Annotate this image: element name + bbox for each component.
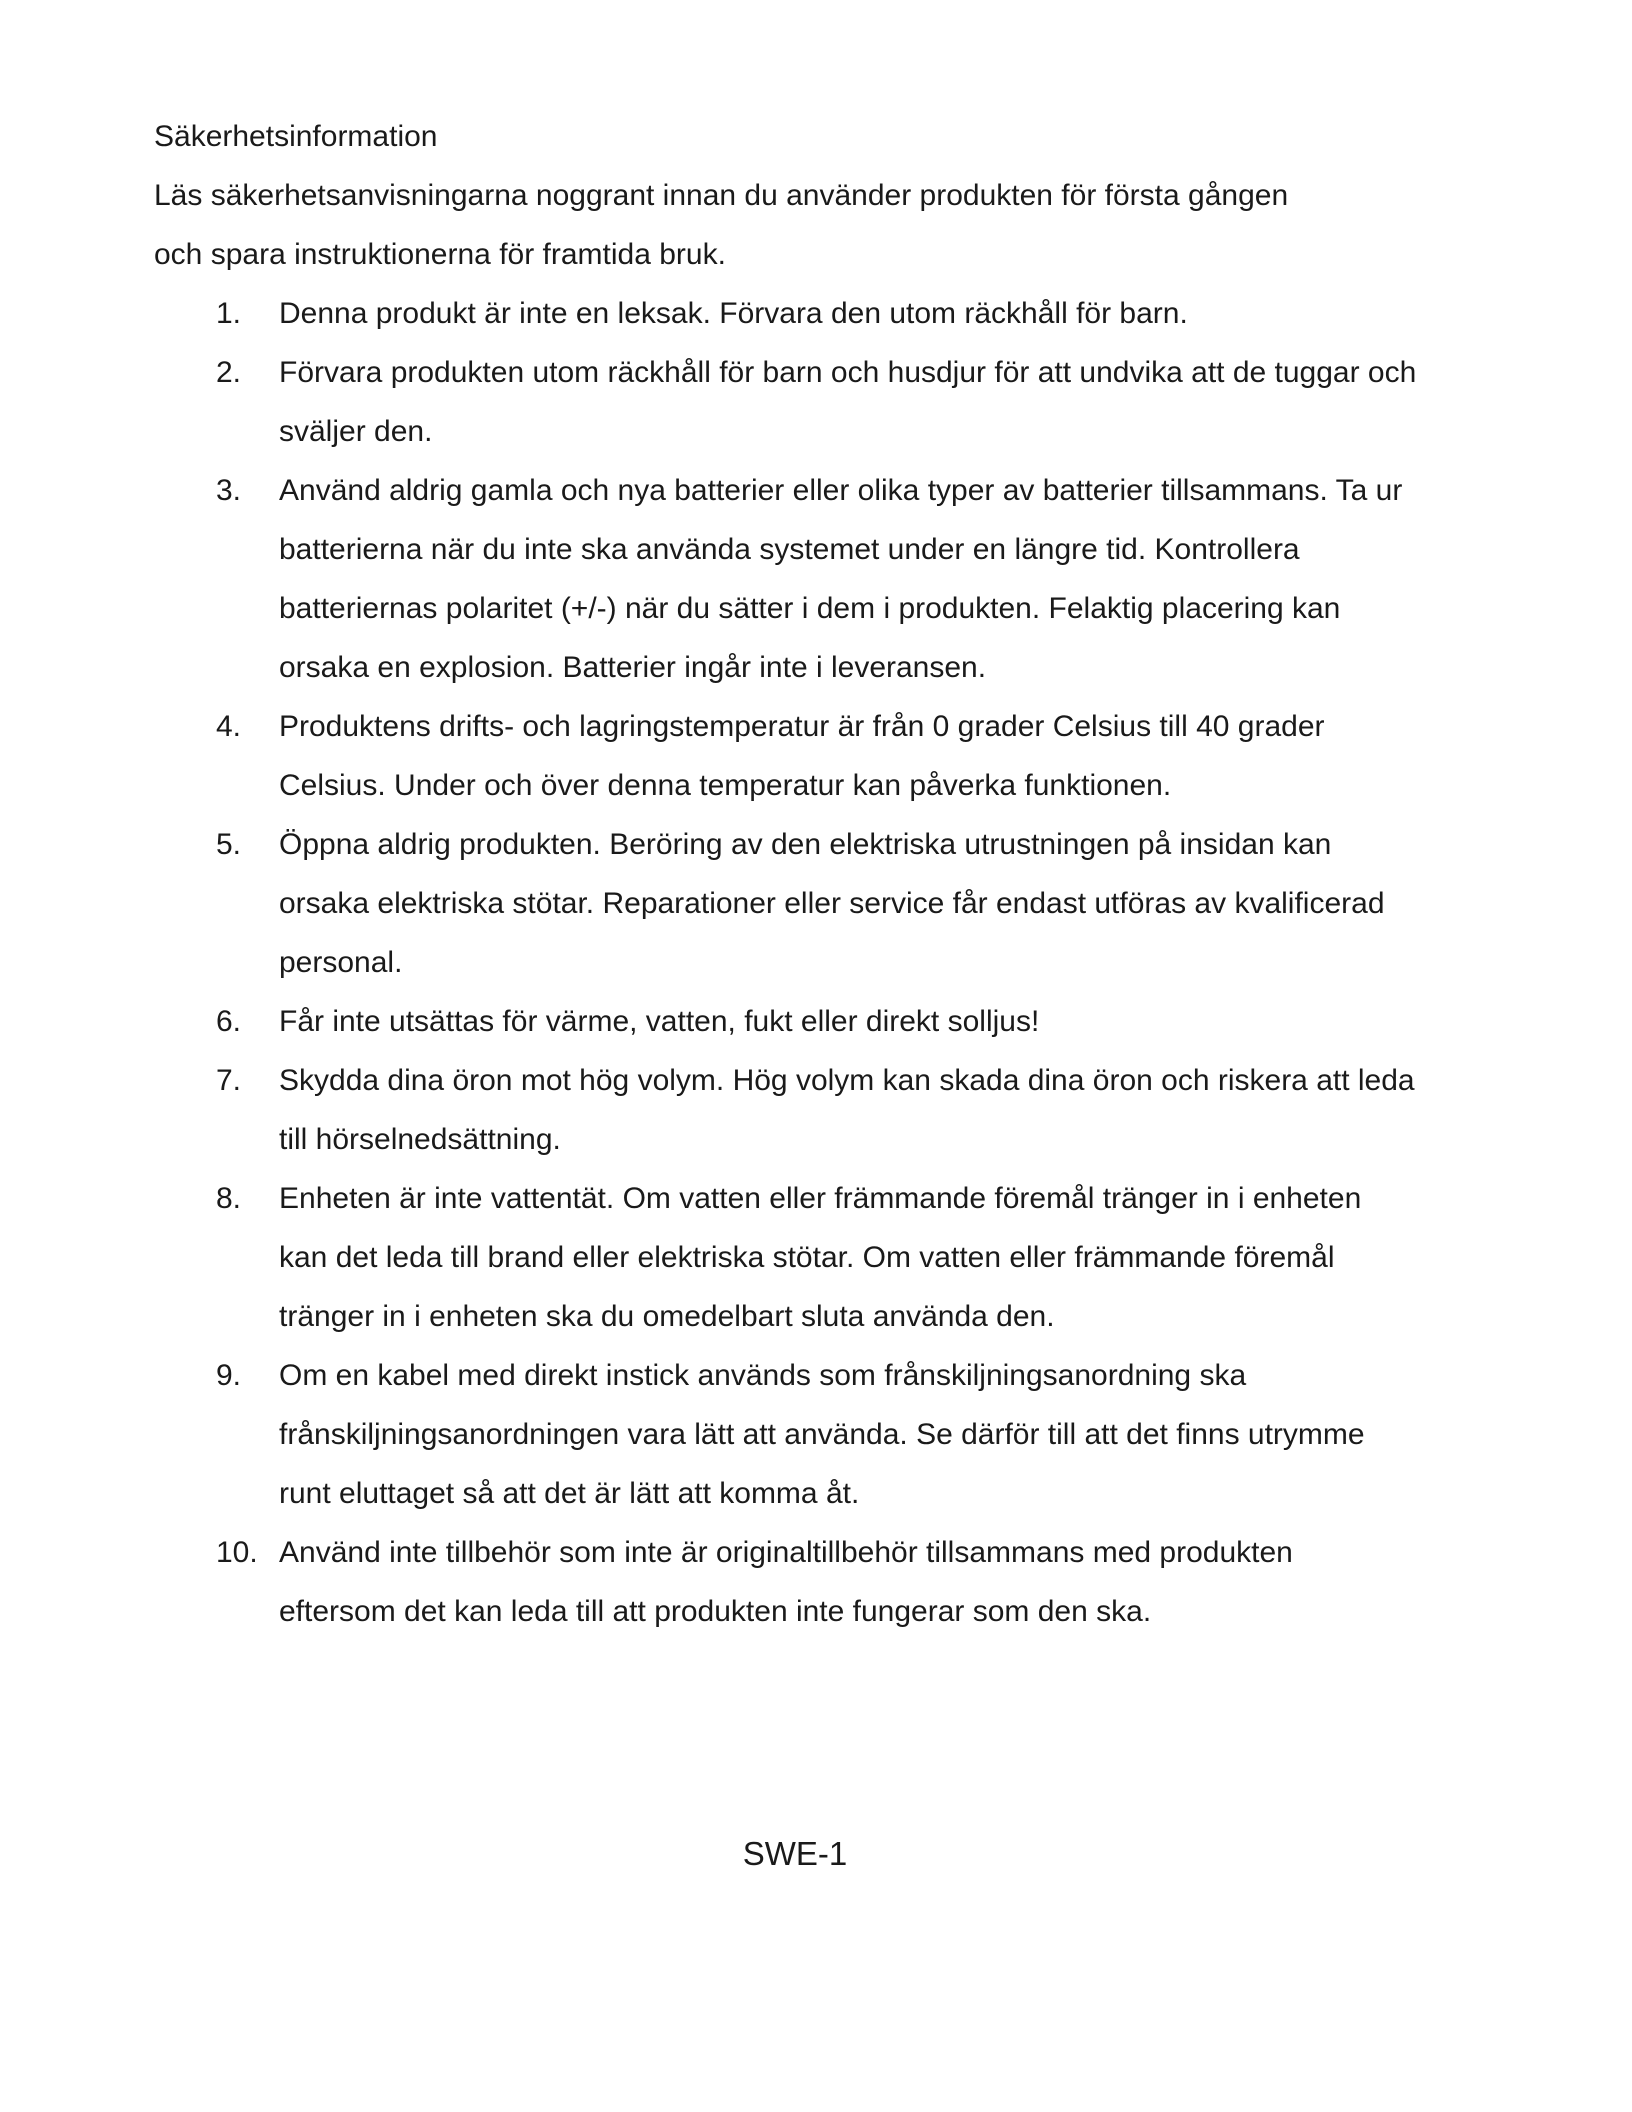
item-text [279,284,1494,343]
list-item [154,284,1494,343]
list-item [154,1051,1494,1169]
item-text [279,1523,1494,1641]
item-number: 2. [216,356,242,389]
item-line: Produktens drifts- och lagringstemperatur är från 0 grader Celsius till 40 grader [279,710,1325,743]
item-number: 3. [216,474,242,507]
item-number: 9. [216,1359,242,1392]
item-text [279,343,1494,461]
list-item [154,697,1494,815]
item-line: Öppna aldrig produkten. Beröring av den elektriska utrustningen på insidan kan [279,828,1332,861]
item-line: Använd aldrig gamla och nya batterier eller olika typer av batterier tillsammans. Ta ur [279,474,1403,507]
item-line: Använd inte tillbehör som inte är originaltillbehör tillsammans med produkten [279,1536,1293,1569]
intro-line: Läs säkerhetsanvisningarna noggrant innan du använder produkten för första gången [154,179,1289,212]
item-line: tränger in i enheten ska du omedelbart sluta använda den. [279,1300,1055,1333]
item-line: Skydda dina öron mot hög volym. Hög volym kan skada dina öron och riskera att leda [279,1064,1415,1097]
list-item [154,992,1494,1051]
item-line: orsaka en explosion. Batterier ingår inte i leveransen. [279,651,987,684]
item-number: 10. [216,1536,258,1569]
item-text [279,697,1494,815]
item-text [279,992,1494,1051]
item-line: Förvara produkten utom räckhåll för barn och husdjur för att undvika att de tuggar och [279,356,1417,389]
list-item [154,1523,1494,1641]
item-number: 7. [216,1064,242,1097]
intro-line: och spara instruktionerna för framtida bruk. [154,238,726,271]
item-number: 1. [216,297,242,330]
item-line: frånskiljningsanordningen vara lätt att använda. Se därför till att det finns utrymme [279,1418,1365,1451]
document-content [154,107,1494,1641]
page-title: Säkerhetsinformation [154,120,438,153]
intro-paragraph [154,166,1494,284]
item-text [279,1346,1494,1523]
item-line: Celsius. Under och över denna temperatur kan påverka funktionen. [279,769,1172,802]
item-line: orsaka elektriska stötar. Reparationer eller service får endast utföras av kvalificerad [279,887,1385,920]
item-line: batterierna när du inte ska använda systemet under en längre tid. Kontrollera [279,533,1300,566]
item-line: Enheten är inte vattentät. Om vatten eller främmande föremål tränger in i enheten [279,1182,1362,1215]
item-line: Om en kabel med direkt instick används som frånskiljningsanordning ska [279,1359,1247,1392]
item-line: Får inte utsättas för värme, vatten, fukt eller direkt solljus! [279,1005,1040,1038]
list-item [154,1169,1494,1346]
item-text [279,815,1494,992]
item-line: runt eluttaget så att det är lätt att komma åt. [279,1477,860,1510]
item-number: 8. [216,1182,242,1215]
item-line: eftersom det kan leda till att produkten inte fungerar som den ska. [279,1595,1152,1628]
item-text [279,461,1494,697]
item-text [279,1051,1494,1169]
item-line: batteriernas polaritet (+/-) när du sätter i dem i produkten. Felaktig placering kan [279,592,1341,625]
list-item [154,343,1494,461]
item-number: 5. [216,828,242,861]
item-line: sväljer den. [279,415,433,448]
safety-list [154,284,1494,1641]
item-number: 4. [216,710,242,743]
list-item [154,815,1494,992]
item-line: Denna produkt är inte en leksak. Förvara den utom räckhåll för barn. [279,297,1188,330]
list-item [154,461,1494,697]
page-number: SWE-1 [742,1835,848,1872]
list-item [154,1346,1494,1523]
item-text [279,1169,1494,1346]
item-line: personal. [279,946,403,979]
item-line: till hörselnedsättning. [279,1123,561,1156]
item-number: 6. [216,1005,242,1038]
item-line: kan det leda till brand eller elektriska stötar. Om vatten eller främmande föremål [279,1241,1335,1274]
